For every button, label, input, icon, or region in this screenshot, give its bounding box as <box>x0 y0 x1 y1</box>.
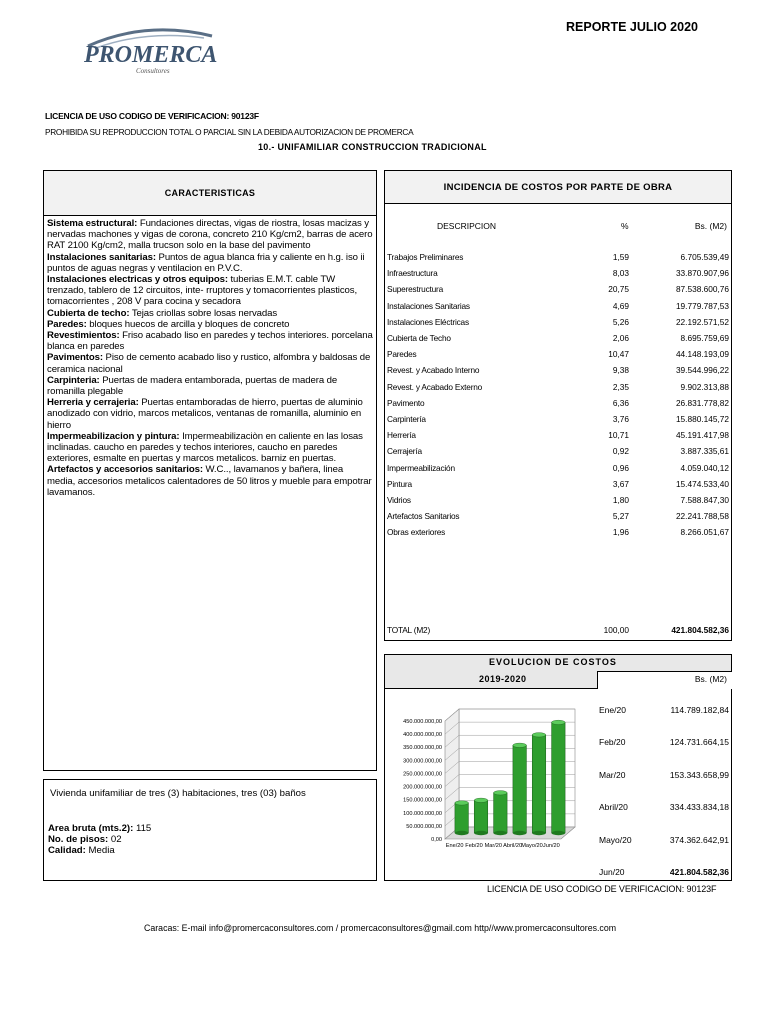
cost-name: Obras exteriores <box>387 527 446 538</box>
chart-ytick-label: 50.000.000,00 <box>406 823 442 830</box>
characteristic-item: Pavimentos: Piso de cemento acabado liso y rustico, alfombra y baldosas de ceramica nacional <box>47 352 371 375</box>
cost-row <box>385 317 731 333</box>
cost-percent: 2,06 <box>612 333 629 343</box>
cost-bs: 33.870.907,96 <box>675 268 729 279</box>
cost-name: Revest. y Acabado Externo <box>387 381 483 392</box>
cost-bs: 3.887.335,61 <box>680 446 729 457</box>
chart-ytick-label: 100.000.000,00 <box>403 810 442 817</box>
chart-xtick-label: Mar/20 <box>484 843 503 849</box>
cost-row <box>385 495 731 511</box>
cost-name: Impermeabilización <box>387 462 455 473</box>
evolution-value: 374.362.642,91 <box>669 835 729 845</box>
summary-area: Area bruta (mts.2): 115 <box>48 823 152 834</box>
summary-floors: No. de pisos: 02 <box>48 834 122 845</box>
cost-name: Cerrajería <box>387 446 422 457</box>
cost-bs: 9.902.313,88 <box>680 381 729 392</box>
cost-bs: 8.695.759,69 <box>680 333 729 343</box>
chart-ytick-label: 200.000.000,00 <box>403 784 442 791</box>
characteristic-item: Cubierta de techo: Tejas criollas sobre losas nervadas <box>47 307 278 319</box>
chart-xtick-label: Abril/20 <box>503 843 523 849</box>
cost-name: Trabajos Preliminares <box>387 252 464 262</box>
cost-percent: 20,75 <box>608 284 629 295</box>
cost-name: Instalaciones Sanitarias <box>387 300 470 311</box>
cost-row <box>385 268 731 284</box>
chart-xtick-label: Mayo/20 <box>521 843 543 849</box>
evolution-month: Abril/20 <box>599 802 628 812</box>
cost-percent: 5,27 <box>612 511 629 522</box>
evolution-month: Mayo/20 <box>599 835 632 845</box>
summary-quality: Calidad: Media <box>48 845 115 856</box>
cost-bs: 44.148.193,09 <box>675 349 729 360</box>
cost-row <box>385 414 731 430</box>
cost-name: Superestructura <box>387 284 444 295</box>
cost-bs: 6.705.539,49 <box>680 252 729 262</box>
evolution-col-bs: Bs. (M2) <box>694 674 727 684</box>
total-label: TOTAL (M2) <box>387 625 431 635</box>
cost-name: Paredes <box>387 349 417 360</box>
cost-percent: 9,38 <box>612 365 629 376</box>
characteristics-list <box>44 216 376 498</box>
chart-ytick-label: 450.000.000,00 <box>403 719 442 725</box>
cost-row <box>385 333 731 349</box>
characteristic-item: Revestimientos: Friso acabado liso en paredes y techos interiores. porcelana blanca en paredes <box>47 330 373 353</box>
cost-bs: 45.191.417,98 <box>675 430 729 441</box>
summary-description: Vivienda unifamiliar de tres (3) habitaciones, tres (03) baños <box>50 788 306 799</box>
cost-bs: 22.241.788,58 <box>675 511 729 522</box>
chart-bar <box>513 743 527 835</box>
total-percent: 100,00 <box>603 625 629 635</box>
characteristic-item: Instalaciones electricas y otros equipos: tuberias E.M.T. cable TW trenzado, tablero de 12 circuitos, inte- rruptores y tomacorrientes plasticos, tomacorrientes , 208 V para cocina y secadora <box>47 274 358 308</box>
chart-ytick-label: 400.000.000,00 <box>403 732 442 739</box>
summary-panel <box>43 779 377 881</box>
cost-row <box>385 349 731 365</box>
cost-row <box>385 430 731 446</box>
characteristic-item: Sistema estructural: Fundaciones directas, vigas de riostra, losas macizas y nervadas machones y vigas de corona, concreto 210 Kg/cm2, barras de acero RAT 2100 Kg/cm2, malla trucson solo en la base del pavimento <box>47 218 373 252</box>
cost-row <box>385 398 731 414</box>
cost-bs: 22.192.571,52 <box>675 316 729 327</box>
chart-ytick-label: 250.000.000,00 <box>403 771 442 778</box>
cost-percent: 0,96 <box>612 462 629 473</box>
contact-footer: Caracas: E-mail info@promercaconsultores.com / promercaconsultores@gmail.com http//www.promercaconsultores.com <box>144 923 617 933</box>
chart-xtick-label: Ene/20 <box>445 843 464 849</box>
license-line: LICENCIA DE USO CODIGO DE VERIFICACION: 90123F <box>45 111 259 121</box>
cost-row <box>385 252 731 268</box>
cost-percent: 0,92 <box>612 446 629 457</box>
cost-bs: 8.266.051,67 <box>680 527 729 538</box>
chart-xtick-label: Jun/20 <box>542 843 560 849</box>
cost-percent: 10,47 <box>608 349 629 360</box>
cost-name: Infraestructura <box>387 268 438 279</box>
evolution-month: Mar/20 <box>599 770 626 780</box>
cost-percent: 3,67 <box>612 478 629 489</box>
evolution-month: Feb/20 <box>599 737 626 747</box>
cost-row <box>385 463 731 479</box>
chart-ytick-label: 0,00 <box>431 837 442 843</box>
chart-ytick-label: 350.000.000,00 <box>403 745 442 752</box>
chart-bar <box>532 733 546 836</box>
characteristic-item: Artefactos y accesorios sanitarios: W.C.., lavamanos y bañera, linea media, accesorios metalicos calentadores de 50 litros y mueble para empotrar lavamanos. <box>47 464 372 498</box>
cost-row <box>385 446 731 462</box>
cost-evolution-chart <box>387 691 597 856</box>
characteristics-title: CARACTERISTICAS <box>44 171 376 216</box>
evolution-value: 124.731.664,15 <box>669 737 729 747</box>
report-title: REPORTE JULIO 2020 <box>566 20 698 34</box>
cost-name: Pavimento <box>387 397 425 408</box>
document-subtitle: 10.- UNIFAMILIAR CONSTRUCCION TRADICIONAL <box>258 142 487 152</box>
promerca-logo <box>76 22 236 78</box>
chart-bar <box>474 798 488 835</box>
chart-bar <box>494 791 508 836</box>
chart-ytick-label: 300.000.000,00 <box>403 758 442 765</box>
cost-percent: 1,80 <box>612 495 629 505</box>
cost-name: Herrería <box>387 430 416 441</box>
chart-xtick-label: Feb/20 <box>465 843 483 849</box>
cost-row <box>385 527 731 543</box>
cost-bs: 87.538.600,76 <box>675 284 729 295</box>
evolution-month: Ene/20 <box>599 705 626 715</box>
prohibition-line: PROHIBIDA SU REPRODUCCION TOTAL O PARCIAL SIN LA DEBIDA AUTORIZACION DE PROMERCA <box>45 127 414 137</box>
cost-bs: 39.544.996,22 <box>675 365 729 376</box>
cost-row <box>385 511 731 527</box>
characteristic-item: Paredes: bloques huecos de arcilla y bloques de concreto <box>47 318 290 330</box>
cost-name: Vidrios <box>387 495 411 505</box>
evolution-value: 334.433.834,18 <box>669 802 729 812</box>
cost-evolution-panel <box>384 654 732 881</box>
cost-bs: 15.474.533,40 <box>675 478 729 489</box>
evolution-title: EVOLUCION DE COSTOS <box>489 657 617 667</box>
cost-percent: 4,69 <box>612 300 629 311</box>
cost-row <box>385 365 731 381</box>
cost-name: Instalaciones Eléctricas <box>387 316 469 327</box>
cost-percent: 1,96 <box>612 527 629 538</box>
evolution-value: 114.789.182,84 <box>670 705 729 715</box>
total-bs: 421.804.582,36 <box>671 625 729 635</box>
cost-row <box>385 301 731 317</box>
cost-name: Carpintería <box>387 414 426 424</box>
cost-name: Artefactos Sanitarios <box>387 511 460 522</box>
cost-percent: 3,76 <box>612 414 629 424</box>
characteristic-item: Herreria y cerrajeria: Puertas entamboradas de hierro, puertas de aluminio anodizado con vidrio, marcos metalicos, ventanas de romanilla, aluminio en hierro <box>47 397 363 431</box>
characteristics-panel <box>43 170 377 771</box>
cost-percent: 5,26 <box>612 316 629 327</box>
cost-total-row <box>385 625 731 641</box>
evolution-value: 153.343.658,99 <box>669 770 729 780</box>
chart-bar <box>455 801 469 836</box>
col-description: DESCRIPCION <box>437 221 497 231</box>
cost-name: Cubierta de Techo <box>387 333 451 343</box>
characteristic-item: Instalaciones sanitarias: Puntos de agua blanca fria y caliente en h.g. iso ii puntos de aguas negras y ventilacion en P.V.C. <box>47 251 365 274</box>
cost-name: Revest. y Acabado Interno <box>387 365 480 376</box>
characteristic-item: Impermeabilizacion y pintura: Impermeabilizaciòn en caliente en las losas inclinadas. caucho en paredes y techos interiores, caucho en paredes exteriores, esmalte en puertas y marcos metalicos. barniz en puertas. <box>47 430 363 465</box>
cost-percent: 2,35 <box>612 381 629 392</box>
col-percent: % <box>621 221 629 231</box>
cost-percent: 1,59 <box>612 252 629 262</box>
cost-bs: 4.059.040,12 <box>680 462 729 473</box>
cost-row <box>385 382 731 398</box>
cost-row <box>385 479 731 495</box>
cost-incidence-panel <box>384 170 732 641</box>
cost-bs: 7.588.847,30 <box>680 495 729 505</box>
evolution-value: 421.804.582,36 <box>669 867 729 877</box>
logo-subtext: Consultores <box>136 67 170 75</box>
cost-percent: 6,36 <box>612 397 629 408</box>
evolution-month: Jun/20 <box>599 867 625 877</box>
cost-incidence-title: INCIDENCIA DE COSTOS POR PARTE DE OBRA <box>385 171 731 204</box>
chart-ytick-label: 150.000.000,00 <box>403 797 442 804</box>
license-footer: LICENCIA DE USO CODIGO DE VERIFICACION: 90123F <box>487 884 717 894</box>
characteristic-item: Carpinteria: Puertas de madera entamborada, puertas de madera de romanilla plegable <box>47 374 338 398</box>
logo-text: PROMERCA <box>84 42 218 68</box>
cost-bs: 15.880.145,72 <box>675 414 729 424</box>
cost-percent: 8,03 <box>612 268 629 279</box>
cost-bs: 26.831.778,82 <box>675 397 729 408</box>
cost-name: Pintura <box>387 478 412 489</box>
evolution-period: 2019-2020 <box>479 674 527 684</box>
cost-percent: 10,71 <box>608 430 629 441</box>
cost-bs: 19.779.787,53 <box>675 300 729 311</box>
cost-row <box>385 284 731 300</box>
chart-bar <box>552 720 566 835</box>
col-bs: Bs. (M2) <box>694 221 727 231</box>
